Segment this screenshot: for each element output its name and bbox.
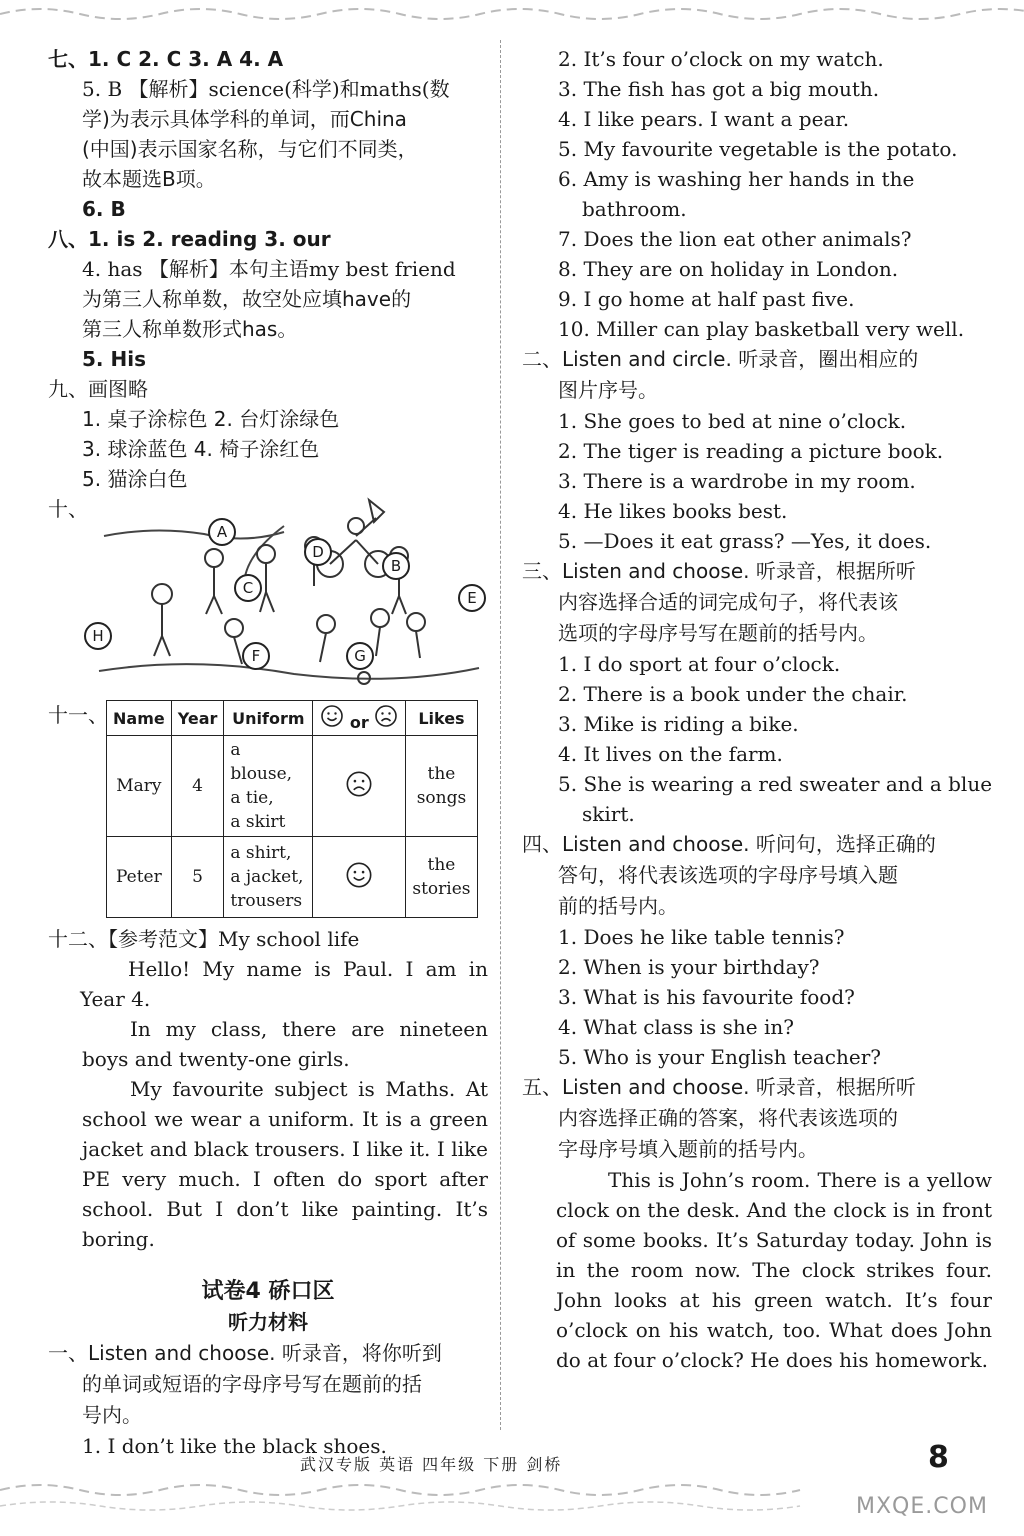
essay-paragraph-1: Hello! My name is Paul. I am in Year 4. bbox=[80, 957, 488, 1011]
q1-item: 9. I go home at half past five. bbox=[558, 287, 855, 311]
pic-label-h: H bbox=[84, 622, 112, 650]
likes-line: the bbox=[427, 764, 456, 784]
s8-answer-5: 5. His bbox=[82, 347, 146, 371]
q4-item: 2. When is your birthday? bbox=[558, 955, 820, 979]
top-decorative-border bbox=[0, 0, 1024, 24]
q1-heading-2: 的单词或短语的字母序号写在题前的括 bbox=[82, 1372, 422, 1396]
q4-item: 5. Who is your English teacher? bbox=[558, 1045, 882, 1069]
pic-label-c: C bbox=[234, 574, 262, 602]
q2-item: 1. She goes to bed at nine o’clock. bbox=[558, 409, 907, 433]
s7-explain-1: 5. B 【解析】science(科学)和maths(数 bbox=[82, 77, 450, 101]
likes-line: songs bbox=[416, 788, 467, 808]
uniform-item: trousers bbox=[230, 891, 303, 911]
q4-item: 4. What class is she in? bbox=[558, 1015, 794, 1039]
q1-item: 7. Does the lion eat other animals? bbox=[558, 227, 912, 251]
pic-label-a: A bbox=[208, 518, 236, 546]
q1-item: 4. I like pears. I want a pear. bbox=[558, 107, 850, 131]
test4-subtitle: 听力材料 bbox=[228, 1310, 308, 1334]
header-or: or bbox=[349, 713, 369, 732]
s7-explain-4: 故本题选B项。 bbox=[82, 167, 216, 191]
likes-line: the bbox=[427, 855, 456, 875]
sad-face-icon bbox=[374, 704, 398, 728]
q5-heading-1: 五、Listen and choose. 听录音，根据所听 bbox=[522, 1075, 916, 1099]
q1-item-cont: bathroom. bbox=[582, 197, 687, 221]
q3-heading-2: 内容选择合适的词完成句子，将代表该 bbox=[558, 590, 898, 614]
s10-label: 十、 bbox=[48, 497, 88, 521]
q2-heading-1: 二、Listen and circle. 听录音，圈出相应的 bbox=[522, 347, 919, 371]
q1-item: 8. They are on holiday in London. bbox=[558, 257, 899, 281]
q3-heading-3: 选项的字母序号写在题前的括号内。 bbox=[558, 621, 878, 645]
cell-year: 5 bbox=[171, 837, 224, 918]
q2-item: 4. He likes books best. bbox=[558, 499, 788, 523]
s7-explain-2: 学)为表示具体学科的单词，而China bbox=[82, 107, 407, 131]
playground-illustration bbox=[94, 496, 484, 696]
q4-item: 3. What is his favourite food? bbox=[558, 985, 855, 1009]
s11-block bbox=[48, 700, 488, 918]
cell-likes bbox=[406, 736, 477, 837]
watermark: MXQE.COM bbox=[856, 1494, 988, 1519]
table-row bbox=[107, 736, 478, 837]
s7-answers: 七、1. C 2. C 3. A 4. A bbox=[48, 47, 284, 71]
cell-name: Mary bbox=[107, 736, 172, 837]
uniform-item: a shirt, bbox=[230, 843, 292, 863]
pic-label-f: F bbox=[242, 642, 270, 670]
cell-year: 4 bbox=[171, 736, 224, 837]
cell-uniform bbox=[224, 736, 313, 837]
q1-heading-1: 一、Listen and choose. 听录音，将你听到 bbox=[48, 1341, 442, 1365]
page-number: 8 bbox=[928, 1440, 949, 1475]
cell-uniform bbox=[224, 837, 313, 918]
page-footer: 武汉专版 英语 四年级 下册 剑桥 bbox=[300, 1455, 563, 1474]
q2-heading-2: 图片序号。 bbox=[558, 378, 658, 402]
header-mood bbox=[313, 701, 406, 736]
pic-label-e: E bbox=[458, 584, 486, 612]
q3-heading-1: 三、Listen and choose. 听录音，根据所听 bbox=[522, 559, 916, 583]
s8-explain-3: 第三人称单数形式has。 bbox=[82, 317, 298, 341]
q4-item: 1. Does he like table tennis? bbox=[558, 925, 845, 949]
q4-heading-1: 四、Listen and choose. 听问句，选择正确的 bbox=[522, 832, 936, 856]
happy-face-icon bbox=[320, 704, 344, 728]
q3-item: 5. She is wearing a red sweater and a blue bbox=[558, 772, 993, 796]
likes-line: stories bbox=[412, 879, 471, 899]
happy-face-icon bbox=[345, 861, 373, 889]
s12-title: 十二、【参考范文】My school life bbox=[48, 927, 360, 951]
uniform-item: a blouse, bbox=[230, 740, 293, 784]
q2-item: 5. —Does it eat grass? —Yes, it does. bbox=[558, 529, 932, 553]
q1-item: 3. The fish has got a big mouth. bbox=[558, 77, 880, 101]
q5-heading-2: 内容选择正确的答案，将代表该选项的 bbox=[558, 1106, 898, 1130]
q3-item-cont: skirt. bbox=[582, 802, 635, 826]
q3-item: 4. It lives on the farm. bbox=[558, 742, 783, 766]
q1-item: 5. My favourite vegetable is the potato. bbox=[558, 137, 958, 161]
q4-heading-2: 答句，将代表该选项的字母序号填入题 bbox=[558, 863, 898, 887]
q3-item: 1. I do sport at four o’clock. bbox=[558, 652, 841, 676]
s9-item-3: 5. 猫涂白色 bbox=[82, 467, 188, 491]
uniform-item: a tie, bbox=[230, 788, 274, 808]
q5-passage: This is John’s room. There is a yellow clock on the desk. And the clock is in front of some books. It’s Saturday today. John is in the room now. The clock strikes four. John looks at his green watch. It’s four o’clock on his watch, too. What does John do at four o’clock? He does his homework. bbox=[556, 1168, 992, 1372]
header-name: Name bbox=[107, 701, 172, 736]
s8-answers: 八、1. is 2. reading 3. our bbox=[48, 227, 331, 251]
s11-label: 十一、 bbox=[48, 703, 108, 727]
left-column bbox=[48, 44, 488, 1461]
pic-label-g: G bbox=[346, 642, 374, 670]
cell-mood bbox=[313, 736, 406, 837]
q3-item: 3. Mike is riding a bike. bbox=[558, 712, 799, 736]
q5-heading-3: 字母序号填入题前的括号内。 bbox=[558, 1137, 818, 1161]
s9-item-2: 3. 球涂蓝色 4. 椅子涂红色 bbox=[82, 437, 320, 461]
pic-label-d: D bbox=[304, 538, 332, 566]
q4-heading-3: 前的括号内。 bbox=[558, 894, 678, 918]
s9-item-1: 1. 桌子涂棕色 2. 台灯涂绿色 bbox=[82, 407, 340, 431]
cell-name: Peter bbox=[107, 837, 172, 918]
q1-item: 2. It’s four o’clock on my watch. bbox=[558, 47, 884, 71]
s9-title: 九、画图略 bbox=[48, 377, 148, 401]
s8-explain-2: 为第三人称单数，故空处应填have的 bbox=[82, 287, 412, 311]
right-column bbox=[522, 44, 992, 1375]
cell-likes bbox=[406, 837, 477, 918]
s8-explain-1: 4. has 【解析】本句主语my best friend bbox=[82, 257, 456, 281]
q1-item: 6. Amy is washing her hands in the bbox=[558, 167, 915, 191]
s7-explain-3: (中国)表示国家名称，与它们不同类， bbox=[82, 137, 418, 161]
pic-label-b: B bbox=[382, 552, 410, 580]
column-divider bbox=[500, 40, 501, 1430]
q1-item: 10. Miller can play basketball very well. bbox=[558, 317, 965, 341]
table-header-row bbox=[107, 701, 478, 736]
q2-item: 3. There is a wardrobe in my room. bbox=[558, 469, 916, 493]
header-year: Year bbox=[171, 701, 224, 736]
essay-paragraph-2: In my class, there are nineteen boys and twenty-one girls. bbox=[82, 1017, 488, 1071]
q2-item: 2. The tiger is reading a picture book. bbox=[558, 439, 944, 463]
uniform-item: a skirt bbox=[230, 812, 286, 832]
sad-face-icon bbox=[345, 770, 373, 798]
test4-title: 试卷4 硚口区 bbox=[201, 1279, 335, 1304]
q3-item: 2. There is a book under the chair. bbox=[558, 682, 908, 706]
header-uniform: Uniform bbox=[224, 701, 313, 736]
cell-mood bbox=[313, 837, 406, 918]
s7-answer-6: 6. B bbox=[82, 197, 126, 221]
header-likes: Likes bbox=[406, 701, 477, 736]
q1-heading-3: 号内。 bbox=[82, 1403, 142, 1427]
table-row bbox=[107, 837, 478, 918]
q1-item-1: 1. I don’t like the black shoes. bbox=[82, 1434, 387, 1458]
uniform-item: a jacket, bbox=[230, 867, 304, 887]
essay-paragraph-3: My favourite subject is Maths. At school we wear a uniform. It is a green jacket and black trousers. I like it. I like PE very much. I often do sport after school. But I don’t like painting. It’s boring. bbox=[82, 1077, 488, 1251]
info-table bbox=[106, 700, 478, 918]
playground-drawing bbox=[94, 496, 484, 696]
